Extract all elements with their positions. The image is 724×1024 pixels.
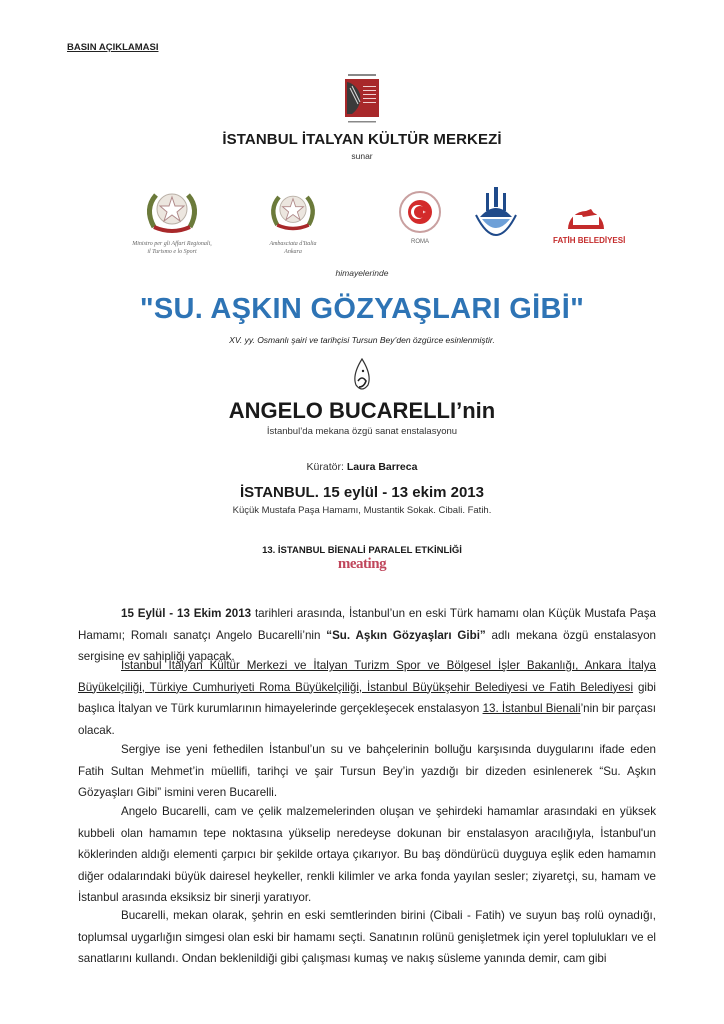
italian-republic-emblem-icon: [258, 187, 328, 235]
p1-text-b: adlı mekana özgü enstalasyon sergisine ev sahipliği yapacak.: [78, 628, 656, 663]
under-patronage-label: himayelerinde: [335, 268, 389, 278]
ministero-affari-regionali-emblem: [132, 187, 212, 259]
body-paragraph-4: [78, 801, 656, 909]
ibb-mosque-icon: [470, 185, 522, 251]
artist-subtitle: İstanbul’da mekana özgü sanat enstalasyonu: [266, 426, 458, 437]
p1-text-a: tarihleri arasında, İstanbul’un en eski Türk hamamı olan Küçük Mustafa Paşa Hamamı; Romalı sanatçı Angelo Bucarelli’nin: [78, 607, 657, 642]
p2-institutions: İstanbul İtalyan Kültür Merkezi ve İtalyan Turizm Spor ve Bölgesel İşler Bakanlığı, Ankara İtalya Büyükelçiliği, Türkiye Cumhuriyeti Roma Büyükelçiliği, İstanbul Büyükşehir Belediyesi ve Fatih Belediyesi: [78, 659, 656, 694]
biennial-label: 13. İSTANBUL BİENALİ PARALEL ETKİNLİĞİ: [262, 545, 462, 556]
presents-label: sunar: [351, 151, 373, 161]
fatih-belediyesi-logo: [553, 195, 626, 245]
ambasciata-italia-ankara-emblem: [258, 187, 328, 259]
italian-republic-emblem-icon: [132, 187, 212, 235]
exhibition-dates: İSTANBUL. 15 eylül - 13 ekim 2013: [240, 484, 484, 501]
p5-text: Bucarelli, mekan olarak, şehrin en eski semtlerinden birini (Cibali - Fatih) ve suyun baş rolü oynadığı, toplumsal uygarlığın simgesi olan eski bir hamamı seçti. Sanatının rolünü genişletmek için yerel toplulukları ve el sanatlarını kullandı. Ondan beklenildiği gibi çalışması kumaş ve nakış süsleme yanında demir, cam gibi: [78, 909, 656, 965]
p4-text: Angelo Bucarelli, cam ve çelik malzemelerinden oluşan ve şehirdeki hamamlar arasındaki en yüksek kubbeli olan hamamın tepe noktasına yükselip neredeyse dokunan bir enstalasyon aracılığıyla, İstanbul'un köklerinden aldığı elementi çarpıcı bir şekilde ortaya çıkarıyor. Bu baş döndürücü duyguya eşlik eden hamamın diğer odalarındaki büyük dairesel heykeller, renkli kilimler ve arka fonda yayılan sesler; ziyaretçi, su, hamam ve İstanbul arasında eksiksiz bir sinerji yaratıyor.: [78, 805, 656, 904]
p1-bold-title: “Su. Aşkın Gözyaşları Gibi”: [326, 628, 486, 642]
ambasciata-caption: Ambasciata d'Italia Ankara: [269, 241, 317, 255]
p2-biennial: 13. İstanbul Bienali: [482, 702, 581, 715]
calligraphy-water-drop-emblem: [348, 357, 376, 395]
p2-text-b: ’nin bir parçası olacak.: [78, 702, 656, 737]
artist-title: ANGELO BUCARELLI’nin: [228, 398, 496, 423]
fatih-caption: FATİH BELEDİYESİ: [553, 236, 626, 245]
curator-line: [0, 461, 724, 473]
curator-label: Küratör:: [306, 461, 344, 473]
body-paragraph-5: [78, 905, 656, 970]
roma-caption: ROMA: [411, 239, 429, 245]
istituto-italiano-di-cultura-logo: [334, 74, 390, 126]
p2-text-a: gibi başlıca İtalyan ve Türk kurumlarının himayelerinde gerçekleşecek enstalasyon: [78, 680, 656, 715]
p1-bold-dates: 15 Eylül - 13 Ekim 2013: [121, 607, 252, 620]
tc-roma-buyukelciligi-seal: [398, 190, 442, 246]
istanbul-buyuksehir-belediyesi-logo: [470, 185, 522, 255]
turkish-embassy-seal-icon: [398, 190, 442, 234]
inspiration-subtitle: XV. yy. Osmanlı şairi ve tarihçisi Tursun Bey’den özgürce esinlenmiştir.: [229, 335, 495, 345]
body-paragraph-3: [78, 739, 656, 804]
p3-text: Sergiye ise yeni fethedilen İstanbul’un su ve bahçelerinin bolluğu karşısında duygularını ifade eden Fatih Sultan Mehmet’in müellifi, tarihçi ve şair Tursun Bey’in yazdığı bir dizeden esinlenerek “Su. Aşkın Gözyaşları Gibi” ismini veren Bucarelli.: [78, 743, 656, 799]
ministero-caption: Ministro per gli Affari Regionali, il Turismo e lo Sport: [132, 241, 212, 255]
curator-name: Laura Barreca: [346, 461, 418, 473]
exhibition-title: "SU. AŞKIN GÖZYAŞLARI GİBİ": [139, 293, 585, 325]
calligraphy-icon: [348, 357, 376, 395]
meating-logo: meating: [337, 556, 387, 572]
body-paragraph-2: [78, 655, 656, 741]
organization-title: İSTANBUL İTALYAN KÜLTÜR MERKEZİ: [222, 131, 502, 148]
venue-address: Küçük Mustafa Paşa Hamamı, Mustantik Sokak. Cibali. Fatih.: [232, 505, 492, 516]
press-release-label: BASIN AÇIKLAMASI: [67, 42, 159, 53]
cultural-center-logo-icon: [334, 74, 390, 126]
fatih-emblem-icon: [553, 195, 619, 231]
